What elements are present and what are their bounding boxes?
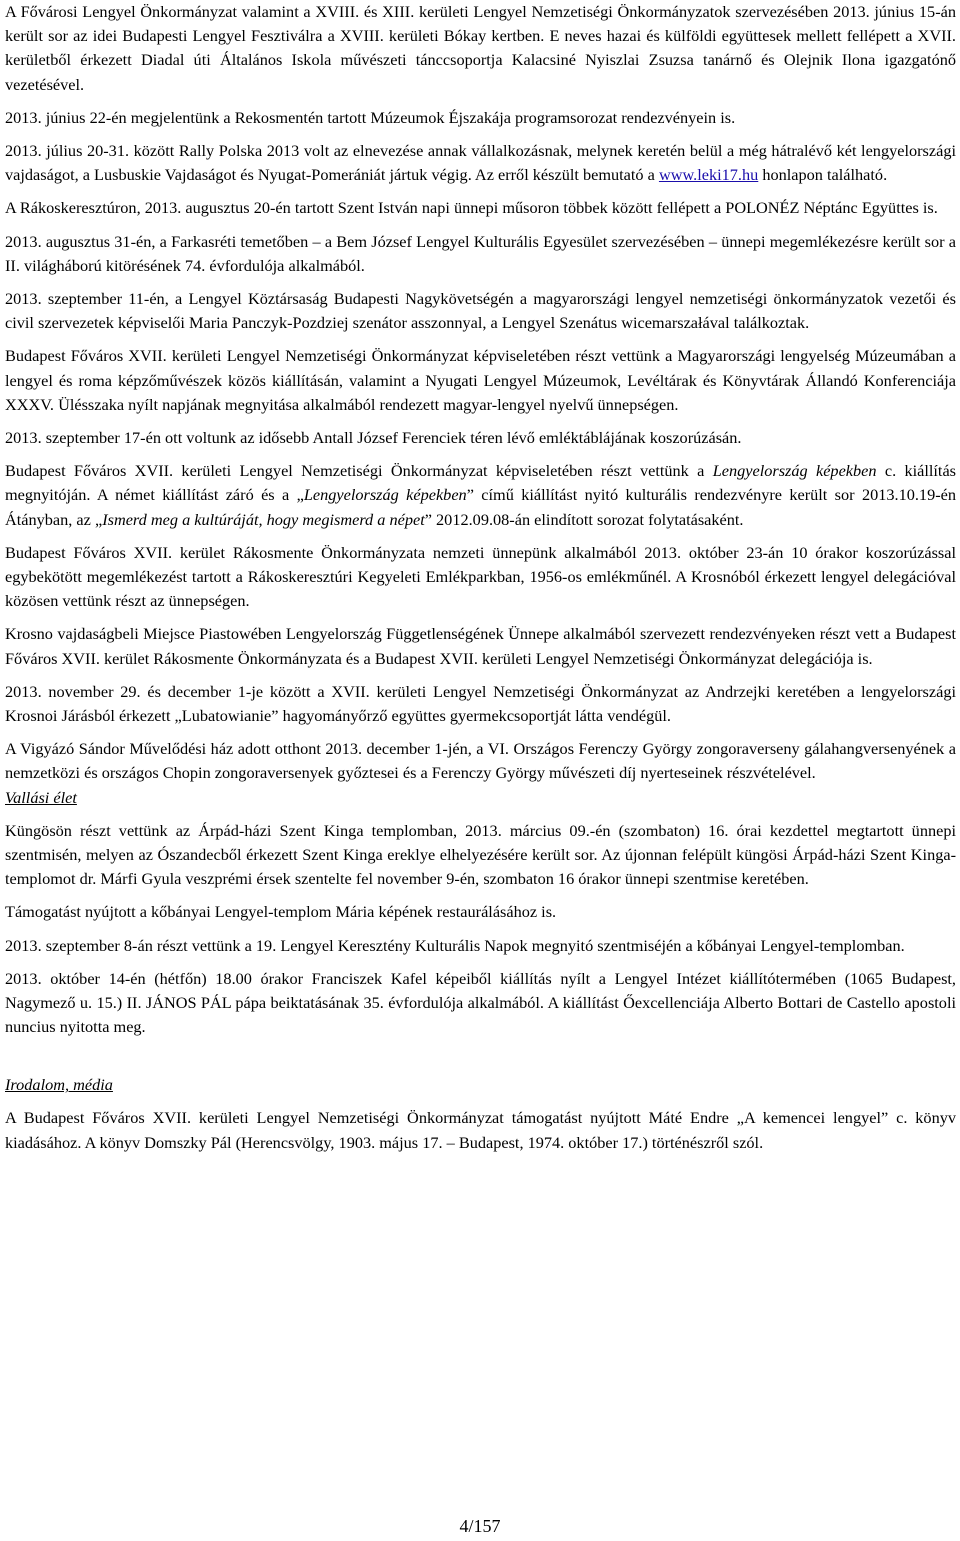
paragraph-book-publication: A Budapest Főváros XVII. kerületi Lengyel Nemzetiségi Önkormányzat támogatást nyújtott Máté Endre „A kemencei lengyel” c. könyv kiadásához. A könyv Domszky Pál (Herencsvölgy, 1903. május 17. – Budapest, 1974. október 17.) történészről szól. [5, 1108, 956, 1152]
exhibition-title: Lengyelország képekben [712, 461, 877, 481]
paragraph-museum-night: 2013. június 22-én megjelentünk a Rekosmentén tartott Múzeumok Éjszakája programsorozat rendezvényein is. [5, 107, 736, 127]
paragraph-rally-polska [5, 139, 956, 187]
paragraph-text: honlapon található. [758, 165, 888, 185]
paragraph-photo-exhibition [5, 459, 956, 532]
paragraph-antall-wreath: 2013. szeptember 17-én ott voltunk az idősebb Antall József Ferenciek téren lévő emléktáblájának koszorúzásán. [5, 428, 742, 448]
paragraph-embassy-meeting: 2013. szeptember 11-én, a Lengyel Köztársaság Budapesti Nagykövetségén a magyarországi lengyel nemzetiségi önkormányzatok vezetői és civil szervezetek képviselői Maria Panczyk-Pozdziej szenátor asszonnyal, a Lengyel Szenátus wicemarszałával találkoztak. [5, 289, 956, 333]
paragraph-farkasret: 2013. augusztus 31-én, a Farkasréti temetőben – a Bem József Lengyel Kulturális Egyesület szervezésében – ünnepi megemlékezésre került sor a II. világháború kitörésének 74. évfordulója alkalmából. [5, 231, 956, 275]
paragraph-chopin-gala: A Vigyázó Sándor Művelődési ház adott otthont 2013. december 1-jén, a VI. Országos Ferenczy György zongoraverseny gálahangversenyének a nemzetközi és országos Chopin zongoraversenyek győztesei és a Ferenczy György művészeti díj nyerteseinek részvételével. [5, 739, 956, 783]
paragraph-cultural-days: 2013. szeptember 8-án részt vettünk a 19. Lengyel Keresztény Kulturális Napok megnyitó szentmiséjén a kőbányai Lengyel-templomban. [5, 935, 905, 955]
paragraph-october-23: Budapest Főváros XVII. kerület Rákosmente Önkormányzata nemzeti ünnepünk alkalmából 2013. október 23-án 10 órakor koszorúzással egybekötött megemlékezést tartott a Rákoskeresztúri Kegyeleti Emlékparkban, 1956-os emlékműnél. A Krosnóból érkezett lengyel delegációval közösen vettünk részt az ünnepségen. [5, 542, 956, 611]
page-number: 4/157 [459, 1516, 501, 1536]
paragraph-kungos-mass: Küngösön részt vettünk az Árpád-házi Szent Kinga templomban, 2013. március 09.-én (szombaton) 16. órai kezdettel megtartott ünnepi szentmisén, melyen az Ószandecből érkezett Szent Kinga ereklye elhelyezésére került sor. Az újonnan felépült küngösi Árpád-házi Szent Kinga-templomot dr. Márfi Gyula veszprémi érsek szentelte fel november 9-én, szombaton 16 órakor ünnepi szentmise keretében. [5, 820, 956, 889]
paragraph-restoration: Támogatást nyújtott a kőbányai Lengyel-templom Mária képének restaurálásához is. [5, 902, 557, 922]
website-link[interactable]: www.leki17.hu [658, 165, 759, 185]
series-title: Ismerd meg a kultúráját, hogy megismerd a népet [102, 509, 425, 529]
paragraph-text: 2013. július 20-31. között Rally Polska 2013 volt az elnevezése annak vállalkozásnak, melynek keretén belül a még hátralévő két lengyelországi vajdaságot, a Lusbuskie Vajdaságot és Nyugat-Pomerániát jártuk végig. Az erről készült bemutató a [5, 141, 956, 185]
paragraph-museum-exhibition: Budapest Főváros XVII. kerületi Lengyel Nemzetiségi Önkormányzat képviseletében részt vettünk a Magyarországi lengyelség Múzeumában a lengyel és roma képzőművészek közös kiállításán, valamint a Nyugati Lengyel Múzeumok, Levéltárak és Könyvtárak Állandó Konferenciája XXXV. Ülésszaka nyílt napjának megnyitása alkalmából rendezett magyar-lengyel nyelvű ünnepségen. [5, 346, 956, 414]
document-page [5, 0, 956, 1155]
paragraph-kafel-exhibition: 2013. október 14-én (hétfőn) 18.00 órakor Franciszek Kafel képeiből kiállítás nyílt a Lengyel Intézet kiállítótermében (1065 Budapest, Nagymező u. 15.) II. JÁNOS PÁL pápa beiktatásának 35. évfordulója alkalmából. A kiállítást Őexcellenciája Alberto Bottari de Castello apostoli nuncius nyitotta meg. [5, 968, 956, 1037]
section-title-religious-life: Vallási élet [5, 787, 77, 807]
paragraph-krosno-independence: Krosno vajdaságbeli Miejsce Piastowében Lengyelország Függetlenségének Ünnepe alkalmából szervezett rendezvényeken részt vett a Budapest Főváros XVII. kerület Rákosmente Önkormányzata és a Budapest XVII. kerületi Lengyel Nemzetiségi Önkormányzat delegációja is. [5, 624, 956, 668]
exhibition-title: Lengyelország képekben [303, 485, 467, 505]
paragraph-text: c. kiállítás megnyitóján. A német kiállítást záró és a „ [5, 461, 957, 505]
paragraph-text: ” 2012.09.08-án elindított sorozat folytatásaként. [424, 509, 744, 529]
paragraph-polish-festival: A Fővárosi Lengyel Önkormányzat valamint a XVIII. és XIII. kerületi Lengyel Nemzetiségi Önkormányzatok szervezésében 2013. június 15-án került sor az idei Budapesti Lengyel Fesztiválra a XVIII. kerületi Bókay kertben. E neves hazai és külföldi együttesek mellett fellépett a XVII. kerületből érkezett Diadal úti Általános Iskola művészeti tánccsoportja Kalacsiné Nyiszlai Zsuzsa tanárnő és Olejnik Ilona igazgatónő vezetésével. [5, 2, 956, 94]
paragraph-text: Budapest Főváros XVII. kerületi Lengyel Nemzetiségi Önkormányzat képviseletében részt vettünk a [5, 461, 713, 481]
paragraph-text: ” című kiállítást nyitó kulturális rendezvényre került sor 2013.10.19-én Átányban, az „ [5, 485, 956, 529]
paragraph-szent-istvan: A Rákoskeresztúron, 2013. augusztus 20-én tartott Szent István napi ünnepi műsoron többek között fellépett a POLONÉZ Néptánc Együttes is. [5, 198, 938, 218]
paragraph-andrzejki: 2013. november 29. és december 1-je között a XVII. kerületi Lengyel Nemzetiségi Önkormányzat az Andrzejki keretében a lengyelországi Krosnoi Járásból érkezett „Lubatowianie” hagyományőrző együttes gyermekcsoportját látta vendégül. [5, 681, 956, 726]
section-title-literature-media: Irodalom, média [5, 1075, 113, 1095]
